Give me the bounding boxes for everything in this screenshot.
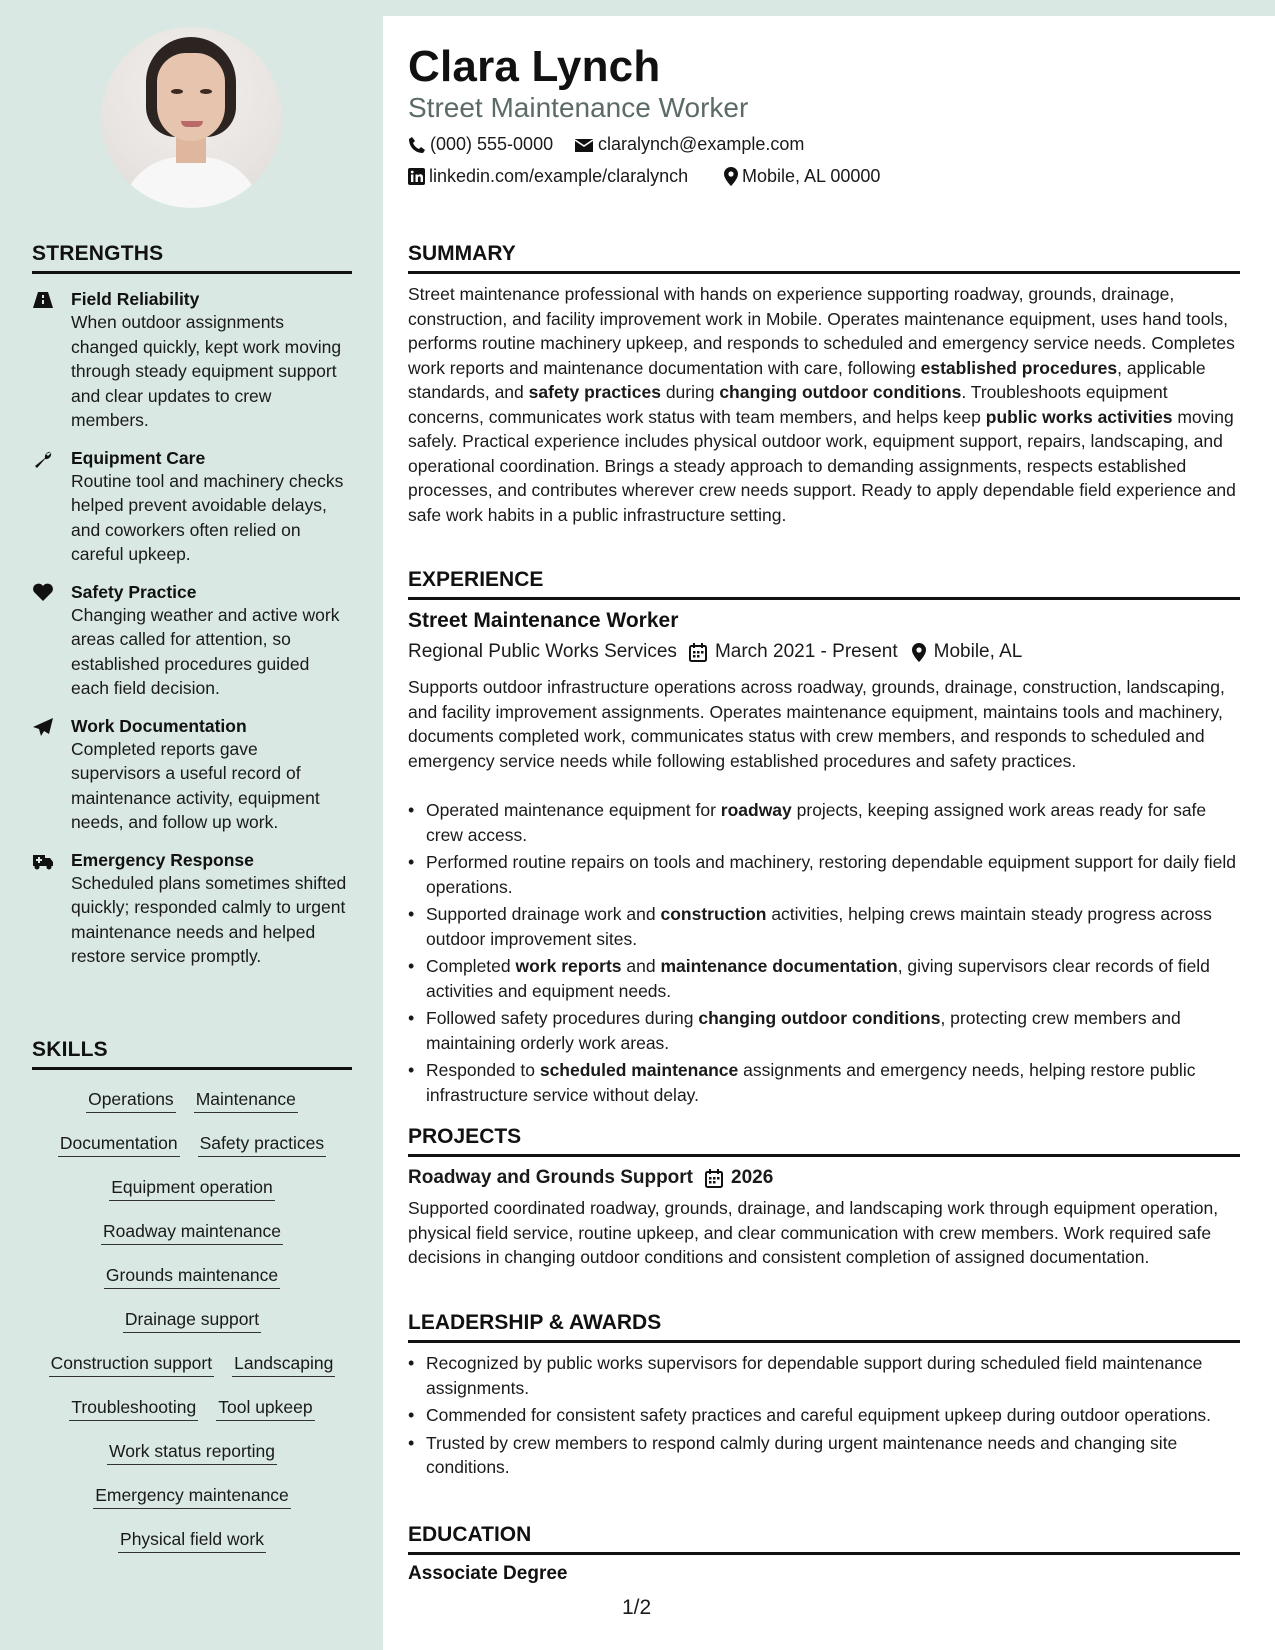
strengths-heading: STRENGTHS	[32, 242, 352, 274]
skill-tag: Grounds maintenance	[104, 1262, 280, 1289]
job-dates: March 2021 - Present	[714, 641, 898, 662]
map-pin-icon	[724, 167, 738, 186]
skill-tag: Troubleshooting	[69, 1394, 198, 1421]
list-item: • Recognized by public works supervisors for dependable support during scheduled field maintenance assignments.	[426, 1351, 1240, 1400]
company-name: Regional Public Works Services	[408, 641, 677, 662]
summary-heading: SUMMARY	[408, 242, 1240, 274]
strength-title: Equipment Care	[71, 447, 206, 468]
projects-heading: PROJECTS	[408, 1125, 1240, 1157]
list-item: • Operated maintenance equipment for roadway projects, keeping assigned work areas ready for safe crew access.	[426, 798, 1240, 847]
strength-title: Work Documentation	[71, 715, 247, 736]
linkedin-text: linkedin.com/example/claralynch	[429, 166, 689, 186]
project-header	[408, 1167, 773, 1189]
skill-tag: Roadway maintenance	[101, 1218, 283, 1245]
list-item: • Responded to scheduled maintenance assignments and emergency needs, helping restore public infrastructure service without delay.	[426, 1058, 1240, 1107]
strength-item	[32, 715, 352, 835]
map-pin-icon	[912, 643, 926, 662]
email-text: claralynch@example.com	[598, 134, 805, 154]
profile-photo	[101, 27, 282, 208]
skills-heading: SKILLS	[32, 1038, 352, 1070]
strength-item	[32, 581, 352, 701]
phone-icon	[408, 136, 426, 154]
skill-tag: Work status reporting	[107, 1438, 277, 1465]
candidate-name: Clara Lynch	[408, 42, 661, 91]
project-year: 2026	[731, 1167, 774, 1188]
candidate-role: Street Maintenance Worker	[408, 92, 749, 123]
phone-text: (000) 555-0000	[430, 134, 554, 154]
skill-tag: Tool upkeep	[216, 1394, 314, 1421]
job-location: Mobile, AL	[933, 641, 1023, 662]
heart-icon	[32, 583, 54, 603]
list-item: • Performed routine repairs on tools and machinery, restoring dependable equipment support for daily field operations.	[426, 850, 1240, 899]
list-item: • Commended for consistent safety practices and careful equipment upkeep during outdoor operations.	[426, 1403, 1240, 1428]
skill-tag: Construction support	[49, 1350, 214, 1377]
skill-tag: Drainage support	[123, 1306, 261, 1333]
strength-desc: Scheduled plans sometimes shifted quickly; responded calmly to urgent maintenance needs and helped restore service promptly.	[71, 872, 347, 966]
envelope-icon	[574, 137, 594, 153]
strength-desc: Changing weather and active work areas called for attention, so established procedures guided each field decision.	[71, 604, 340, 698]
job-title: Street Maintenance Worker	[408, 609, 679, 632]
skill-tag: Equipment operation	[109, 1174, 275, 1201]
linkedin-icon	[408, 168, 425, 185]
strength-item	[32, 288, 352, 433]
skills-list	[32, 1070, 352, 1564]
contact-location	[724, 166, 880, 187]
strength-desc: When outdoor assignments changed quickly, kept work moving through steady equipment support and clear updates to crew members.	[71, 312, 342, 430]
skill-tag: Maintenance	[194, 1086, 298, 1113]
skill-tag: Landscaping	[232, 1350, 335, 1377]
strengths-section	[32, 242, 352, 969]
calendar-icon	[705, 1169, 723, 1188]
job-bullets	[426, 798, 1240, 1110]
ambulance-icon	[32, 851, 54, 871]
summary-text: Street maintenance professional with hands on experience supporting roadway, grounds, drainage, construction, and facility improvement work in Mobile. Operates maintenance equipment, uses hand tools, performs routine machinery upkeep, and responds to scheduled and emergency service needs. Completes work reports and maintenance documentation with care, following established procedures, applicable standards, and safety practices during changing outdoor conditions. Troubleshoots equipment concerns, communicates work status with team members, and helps keep public works activities moving safely. Practical experience includes physical outdoor work, equipment support, repairs, landscaping, and operational coordination. Brings a steady approach to demanding assignments, respects established processes, and contributes wherever crew needs support. Ready to apply dependable field experience and safe work habits in a public infrastructure setting.	[408, 284, 1236, 525]
page-number: 1/2	[622, 1596, 652, 1619]
location-text: Mobile, AL 00000	[742, 166, 881, 186]
education-heading: EDUCATION	[408, 1523, 1240, 1555]
strength-item	[32, 447, 352, 567]
job-description: Supports outdoor infrastructure operations across roadway, grounds, drainage, construction, landscaping, and facility improvement assignments. Operates maintenance equipment, maintains tools and machinery, documents completed work, communicates status with crew members, and responds to scheduled and emergency service needs while following established procedures and safety practices.	[408, 677, 1225, 771]
skill-tag: Operations	[86, 1086, 176, 1113]
project-description: Supported coordinated roadway, grounds, drainage, and landscaping work through equipment operation, physical field service, routine upkeep, and clear communication with crew members. Work required safe decisions in changing outdoor conditions and consistent completion of assigned documentation.	[408, 1198, 1219, 1267]
job-meta	[408, 641, 1022, 663]
strength-desc: Routine tool and machinery checks helped prevent avoidable delays, and coworkers often relied on careful upkeep.	[71, 470, 344, 564]
list-item: • Trusted by crew members to respond calmly during urgent maintenance needs and changing site conditions.	[426, 1431, 1240, 1480]
strength-item	[32, 849, 352, 969]
sidebar	[0, 0, 383, 1650]
strength-desc: Completed reports gave supervisors a useful record of maintenance activity, equipment needs, and follow up work.	[71, 738, 320, 832]
list-item: • Supported drainage work and construction activities, helping crews maintain steady progress across outdoor improvement sites.	[426, 902, 1240, 951]
wrench-icon	[32, 449, 54, 469]
project-title: Roadway and Grounds Support	[408, 1167, 694, 1188]
calendar-icon	[689, 643, 707, 662]
experience-heading: EXPERIENCE	[408, 568, 1240, 600]
contact-phone	[408, 134, 553, 155]
contact-email	[574, 134, 804, 155]
degree-title: Associate Degree	[408, 1563, 568, 1584]
leadership-heading: LEADERSHIP & AWARDS	[408, 1311, 1240, 1343]
skill-tag: Safety practices	[198, 1130, 327, 1157]
paper-plane-icon	[32, 717, 54, 737]
strength-title: Emergency Response	[71, 849, 254, 870]
skill-tag: Emergency maintenance	[93, 1482, 291, 1509]
leadership-list	[426, 1351, 1240, 1483]
strength-title: Field Reliability	[71, 289, 200, 309]
road-icon	[32, 290, 54, 310]
skill-tag: Documentation	[58, 1130, 180, 1157]
list-item: • Followed safety procedures during changing outdoor conditions, protecting crew members and maintaining orderly work areas.	[426, 1006, 1240, 1055]
skills-section	[32, 1038, 352, 1564]
list-item: • Completed work reports and maintenance documentation, giving supervisors clear records of field activities and equipment needs.	[426, 954, 1240, 1003]
strength-title: Safety Practice	[71, 581, 197, 602]
skill-tag: Physical field work	[118, 1526, 266, 1553]
contact-linkedin	[408, 166, 688, 187]
